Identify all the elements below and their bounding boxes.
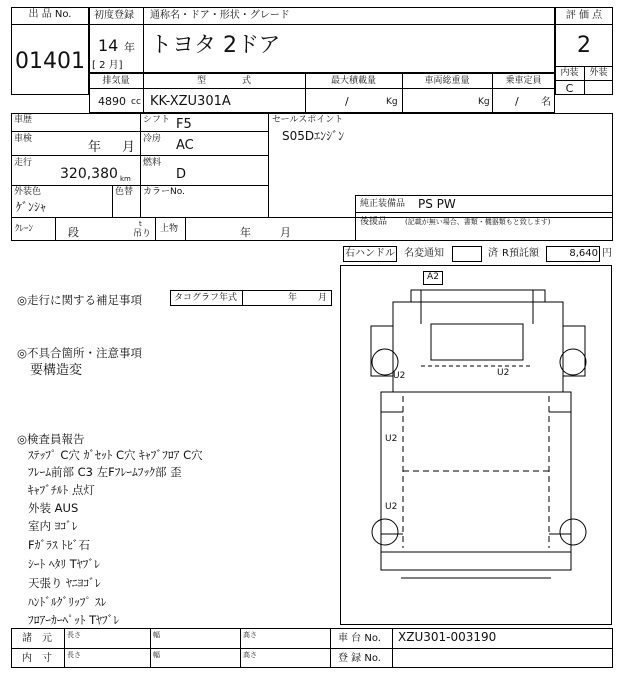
truck-diagram [341, 266, 611, 624]
bed-outline [381, 392, 571, 552]
lot-number-label: 出 品 No. [28, 9, 72, 20]
inspector-line: ｷｬﾌﾞﾁﾙﾄ 点灯 [28, 483, 95, 497]
inspector-line: 外装 AUS [28, 501, 79, 515]
inspector-line: 室内 ﾖｺﾞﾚ [28, 519, 78, 533]
damage-mark: U2 [393, 371, 406, 381]
inspector-line: 天張り ﾔﾆﾖｺﾞﾚ [28, 576, 101, 590]
aftermarket-label: 後援品 [360, 217, 388, 227]
upper-label: 上物 [160, 224, 179, 234]
ac-label: 冷房 [143, 134, 162, 144]
capacity-value: / [515, 95, 519, 108]
length-label: 長さ [67, 631, 81, 639]
bed-rail-right [549, 412, 571, 534]
height-label: 高さ [243, 631, 257, 639]
displacement-unit: cc [131, 97, 141, 107]
capacity-label: 乗車定員 [505, 76, 542, 86]
hood-line [421, 290, 533, 324]
mileage-value: 320,380 [60, 166, 118, 182]
rear-right-wheel [560, 519, 586, 545]
inspector-line: ｽﾃｯﾌﾟ C穴 ｶﾞｾｯﾄ C穴 ｷｬﾌﾞﾌﾛｱ C穴 [28, 448, 203, 462]
sales-point: S05Dｴﾝｼﾞﾝ [282, 129, 345, 143]
tachograph-label: タコグラフ年式 [174, 293, 238, 303]
equipment-label: 純正装備品 [360, 199, 406, 209]
exterior-grade-label: 外装 [589, 68, 608, 78]
tachograph-month: 月 [318, 293, 328, 303]
inspector-line: ﾌﾚｰﾑ前部 C3 左Fﾌﾚｰﾑﾌｯｸ部 歪 [28, 465, 182, 479]
inspection-year: 年 [88, 140, 102, 155]
name-change-label: 名変通知 [404, 248, 444, 259]
model-code: KK-XZU301A [150, 94, 231, 109]
chassis-number: XZU301-003190 [398, 630, 497, 644]
dims-label: 諸 元 [22, 633, 52, 644]
damage-mark: U2 [385, 434, 398, 444]
capacity-unit: 名 [541, 97, 551, 108]
rear-left-wheel [372, 519, 398, 545]
interior-grade: C [565, 82, 574, 95]
displacement-value: 4890 [98, 95, 126, 108]
driving-notes-label: ◎走行に関する補足事項 [17, 293, 143, 307]
width-label: 幅 [153, 631, 160, 639]
inspector-line: ﾊﾝﾄﾞﾙｸﾞﾘｯﾌﾟ ｽﾚ [28, 595, 107, 609]
front-right-wheel [560, 349, 586, 375]
defects-label: ◎不具合箇所・注意事項 [17, 346, 143, 360]
shift-value: F5 [176, 117, 192, 132]
model-name: トヨタ 2ドア [150, 33, 281, 58]
bed-rail-left [381, 412, 403, 534]
first-reg-label: 初度登録 [94, 10, 134, 21]
color-no-label: カラーNo. [143, 187, 185, 197]
length-label: 長さ [67, 651, 81, 659]
damage-diagram-box [340, 265, 612, 625]
cab-outline [393, 302, 563, 392]
recycle-amount: 8,640 [569, 248, 598, 259]
inspector-line: Fｶﾞﾗｽ ﾄﾋﾞ石 [28, 538, 91, 552]
upper-year: 年 [240, 226, 251, 239]
color-value: ｹﾞﾝｼｬ [16, 200, 47, 214]
equipment-value: PS PW [418, 197, 456, 211]
grade-label: 評 価 点 [565, 10, 603, 21]
inspection-label: 車検 [14, 134, 33, 144]
registration-label: 登 録 No. [338, 653, 381, 664]
gross-weight-unit: Kg [478, 97, 490, 107]
chassis-label: 車 台 No. [338, 633, 381, 644]
model-name-label: 通称名・ドア・形状・グレード [150, 10, 290, 21]
damage-mark: U2 [497, 368, 510, 378]
defect-item: 要構造変 [30, 363, 83, 378]
color-label: 外装色 [14, 187, 42, 197]
crane-label: ｸﾚｰﾝ [15, 224, 34, 234]
aftermarket-note: (記載が無い場合、書類・機器類もと致します) [405, 218, 551, 226]
fuel-label: 燃料 [143, 158, 162, 168]
inspector-line: ﾌﾛｱｰｶｰﾍﾟｯﾄ Tﾔﾌﾞﾚ [28, 613, 120, 627]
recycle-label: R預託額 [502, 248, 539, 259]
ac-value: AC [176, 138, 194, 153]
max-load-value: / [345, 95, 349, 108]
damage-mark: A2 [427, 272, 439, 282]
mileage-unit: km [120, 175, 131, 183]
shift-label: シフト [143, 115, 171, 125]
height-label: 高さ [243, 651, 257, 659]
mileage-label: 走行 [14, 158, 33, 168]
fuel-value: D [176, 167, 187, 182]
crane-stage: 段 [68, 226, 79, 239]
history-label: 車歴 [14, 115, 33, 125]
upper-month: 月 [280, 226, 291, 239]
reg-month: [ 2 月] [92, 60, 123, 71]
interior-dims-label: 内 寸 [22, 653, 52, 664]
tachograph-year: 年 [288, 293, 298, 303]
max-load-unit: Kg [386, 97, 398, 107]
recycle-prefix: 済 [488, 248, 498, 259]
max-load-label: 最大積載量 [330, 76, 376, 86]
model-code-label: 型 式 [196, 76, 251, 86]
color-change-label: 色替 [115, 187, 134, 197]
recycle-unit: 円 [602, 248, 612, 259]
damage-mark: U2 [385, 502, 398, 512]
steering-value: 右ハンドル [345, 248, 395, 259]
inspector-report-label: ◎検査員報告 [17, 432, 85, 446]
displacement-label: 排気量 [102, 76, 130, 86]
inspector-line: ｼｰﾄ ﾍﾀﾘ Tﾔﾌﾞﾚ [28, 557, 100, 571]
gross-weight-label: 車両総重量 [424, 76, 470, 86]
windshield [431, 324, 523, 360]
grade-value: 2 [577, 33, 591, 58]
crane-t: t [139, 220, 142, 228]
reg-year: 14 [98, 36, 119, 55]
width-label: 幅 [153, 651, 160, 659]
lot-number: 01401 [15, 49, 85, 74]
name-change-box [452, 246, 482, 262]
cab-roof [411, 290, 545, 302]
crane-hang: 吊り [133, 229, 152, 239]
inspection-month: 月 [122, 140, 136, 155]
tailgate [381, 552, 571, 570]
interior-grade-label: 内装 [560, 68, 579, 78]
bed-inner [403, 396, 549, 548]
sales-point-label: セールスポイント [272, 115, 344, 125]
reg-year-unit: 年 [124, 41, 135, 54]
